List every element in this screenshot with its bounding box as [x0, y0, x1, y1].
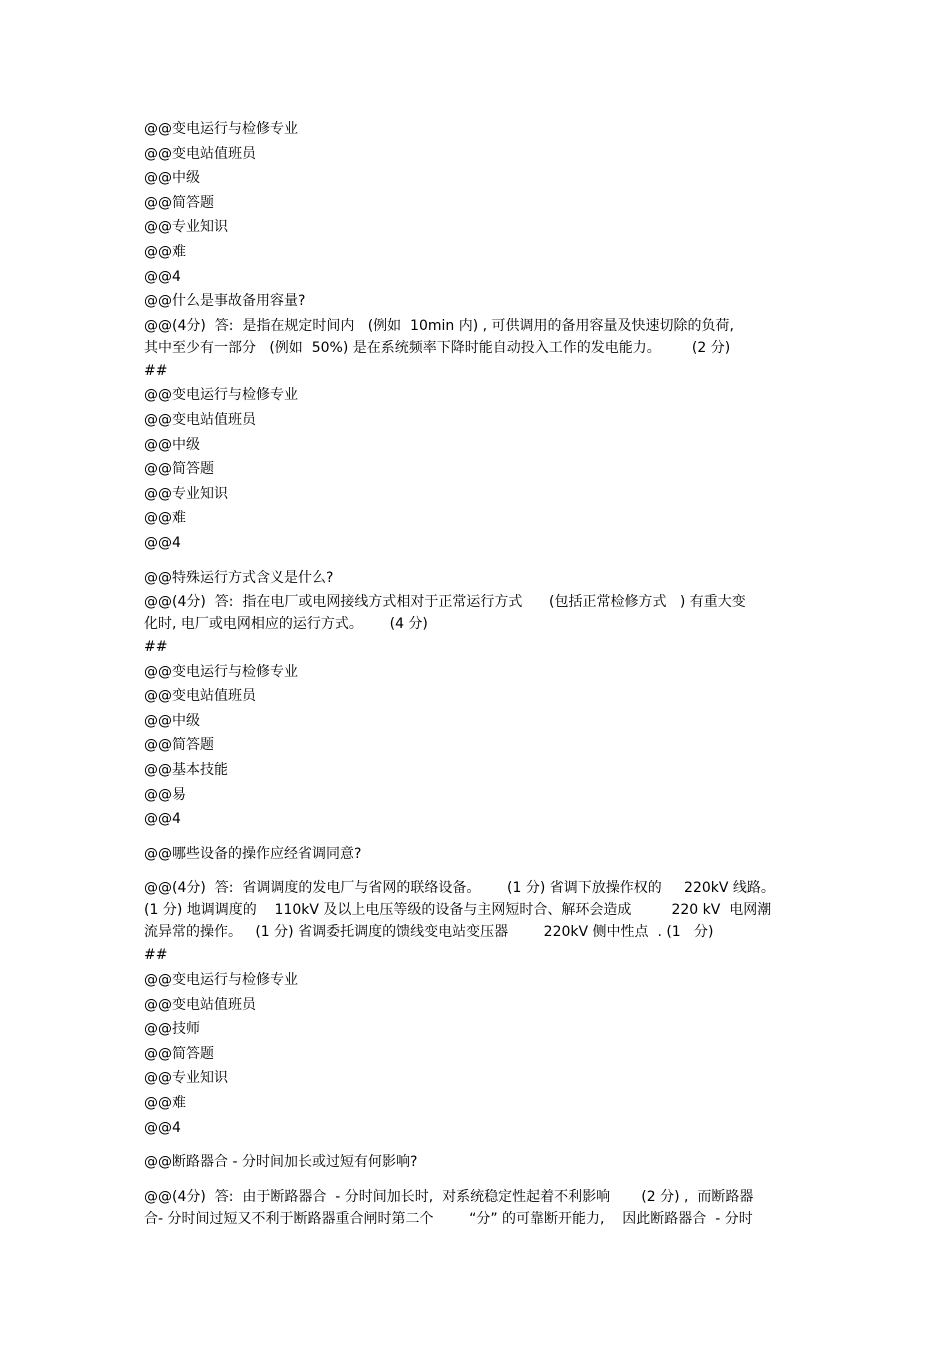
spacer — [144, 832, 814, 842]
meta-type: @@简答题 — [144, 194, 214, 211]
question-text: @@特殊运行方式含义是什么? — [144, 569, 334, 586]
meta-type: @@简答题 — [144, 461, 214, 478]
meta-level: @@中级 — [144, 436, 200, 453]
question-record — [144, 660, 814, 968]
answer-text: @@(4分) 答: 由于断路器合 - 分时间加长时, 对系统稳定性起着不利影响 (2 分) , 而断路器 合- 分时间过短又不利于断路器重合闸时第二个 “分” 的可靠断开能力, 因此断路器合 - 分时 — [144, 1188, 754, 1227]
meta-difficulty: @@难 — [144, 1095, 186, 1111]
question-text: @@断路器合 - 分时间加长或过短有何影响? — [144, 1154, 418, 1171]
question-record — [144, 117, 814, 383]
meta-major: @@变电运行与检修专业 — [144, 972, 298, 989]
meta-job: @@变电站值班员 — [144, 688, 256, 705]
question-record — [144, 968, 814, 1230]
question-text: @@什么是事故备用容量? — [144, 293, 306, 310]
meta-level: @@中级 — [144, 712, 200, 729]
record-separator: ## — [144, 639, 168, 656]
meta-major: @@变电运行与检修专业 — [144, 663, 298, 680]
spacer — [144, 866, 814, 876]
spacer — [144, 1175, 814, 1185]
record-separator: ## — [144, 947, 168, 964]
meta-level: @@中级 — [144, 170, 200, 187]
meta-difficulty: @@易 — [144, 786, 186, 803]
record-separator: ## — [144, 362, 168, 379]
answer-text: @@(4分) 答: 省调调度的发电厂与省网的联络设备。 (1 分) 省调下放操作权的 220kV 线路。 (1 分) 地调调度的 110kV 及以上电压等级的设备与主网短时合、解环会造成 220 kV 电网潮 流异常的操作。 (1 分) 省调委托调度的馈线变电站变压器 220kV 侧中性点 . (1 分) — [144, 880, 775, 941]
meta-category: @@基本技能 — [144, 762, 228, 779]
meta-category: @@专业知识 — [144, 485, 228, 502]
meta-type: @@简答题 — [144, 1045, 214, 1062]
meta-score: @@4 — [144, 1119, 181, 1136]
question-record — [144, 383, 814, 659]
meta-level: @@技师 — [144, 1021, 200, 1038]
meta-score: @@4 — [144, 268, 181, 285]
meta-category: @@专业知识 — [144, 1070, 228, 1087]
meta-score: @@4 — [144, 811, 181, 828]
meta-category: @@专业知识 — [144, 219, 228, 236]
question-text: @@哪些设备的操作应经省调同意? — [144, 845, 362, 862]
spacer — [144, 556, 814, 566]
meta-major: @@变电运行与检修专业 — [144, 387, 298, 404]
answer-text: @@(4分) 答: 指在电厂或电网接线方式相对于正常运行方式 (包括正常检修方式 ) 有重大变 化时, 电厂或电网相应的运行方式。 (4 分) — [144, 594, 746, 633]
meta-score: @@4 — [144, 534, 181, 551]
meta-job: @@变电站值班员 — [144, 411, 256, 428]
meta-difficulty: @@难 — [144, 510, 186, 527]
meta-type: @@简答题 — [144, 737, 214, 754]
meta-difficulty: @@难 — [144, 243, 186, 260]
meta-job: @@变电站值班员 — [144, 996, 256, 1013]
meta-job: @@变电站值班员 — [144, 145, 256, 162]
document-content — [144, 117, 814, 1230]
answer-text: @@(4分) 答: 是指在规定时间内 (例如 10min 内) , 可供调用的备用容量及快速切除的负荷, 其中至少有一部分 (例如 50%) 是在系统频率下降时能自动投入工作的发电能力。 (2 分) — [144, 317, 734, 356]
spacer — [144, 1140, 814, 1150]
meta-major: @@变电运行与检修专业 — [144, 121, 298, 137]
